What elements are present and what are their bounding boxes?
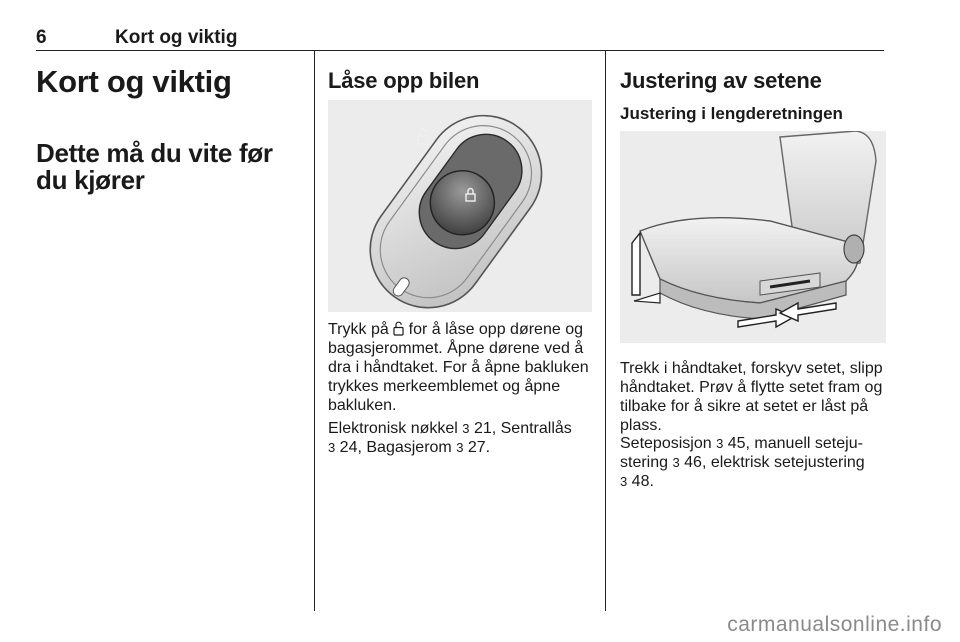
unlock-references xyxy=(328,419,594,457)
unlock-text-before: Trykk på xyxy=(328,321,394,338)
unlock-text-after: for å låse opp dørene og bagasjerommet. Åpne dørene ved å dra i håndtaket. For å åpne bakluken trykkes merkeemblemet og åpne bakluken. xyxy=(328,321,589,414)
unlock-instructions xyxy=(328,320,594,415)
ref-text-central-lock: 21, Sentrallås xyxy=(469,420,572,437)
ref-text-manual-seat: 45, manuell seteju- stering xyxy=(620,435,863,471)
longitudinal-adjust-subheading: Justering i lengderetningen xyxy=(620,104,843,123)
ref-text-electronic-key: Elektronisk nøkkel xyxy=(328,420,463,437)
reference-arrow-icon[interactable]: 3 xyxy=(672,455,680,470)
ref-text-trunk: 24, Bagasjerom xyxy=(335,439,457,456)
unlock-icon xyxy=(393,321,404,336)
reference-arrow-icon[interactable]: 3 xyxy=(620,474,628,489)
column-divider-2 xyxy=(605,51,606,611)
running-title: Kort og viktig xyxy=(115,27,238,48)
chapter-title: Kort og viktig xyxy=(36,64,232,99)
section-title: Dette må du vite før du kjører xyxy=(36,138,273,195)
reference-arrow-icon[interactable]: 3 xyxy=(328,440,336,455)
ref-text-electric-seat-page: 48. xyxy=(627,473,654,490)
unlock-car-heading: Låse opp bilen xyxy=(328,68,480,93)
reference-arrow-icon[interactable]: 3 xyxy=(456,440,464,455)
seat-adjust-instructions: Trekk i håndtaket, forskyv setet, slipp håndtaket. Prøv å flytte setet fram og tilbake for å sikre at setet er låst på plass. xyxy=(620,360,883,434)
seat-adjust-heading: Justering av setene xyxy=(620,68,822,93)
page-number: 6 xyxy=(36,27,47,48)
watermark: carmanualsonline.info xyxy=(727,613,942,636)
ref-text-trunk-page: 27. xyxy=(463,439,491,456)
key-fob-illustration xyxy=(328,100,592,312)
ref-text-electric-seat: 46, elektrisk setejustering xyxy=(679,454,865,471)
seat-illustration xyxy=(620,131,886,343)
reference-arrow-icon[interactable]: 3 xyxy=(462,421,470,436)
column-divider-1 xyxy=(314,51,315,611)
ref-text-seat-position: Seteposisjon xyxy=(620,435,717,452)
seat-adjust-references xyxy=(620,434,888,491)
header-rule xyxy=(36,50,884,51)
reference-arrow-icon[interactable]: 3 xyxy=(716,436,724,451)
